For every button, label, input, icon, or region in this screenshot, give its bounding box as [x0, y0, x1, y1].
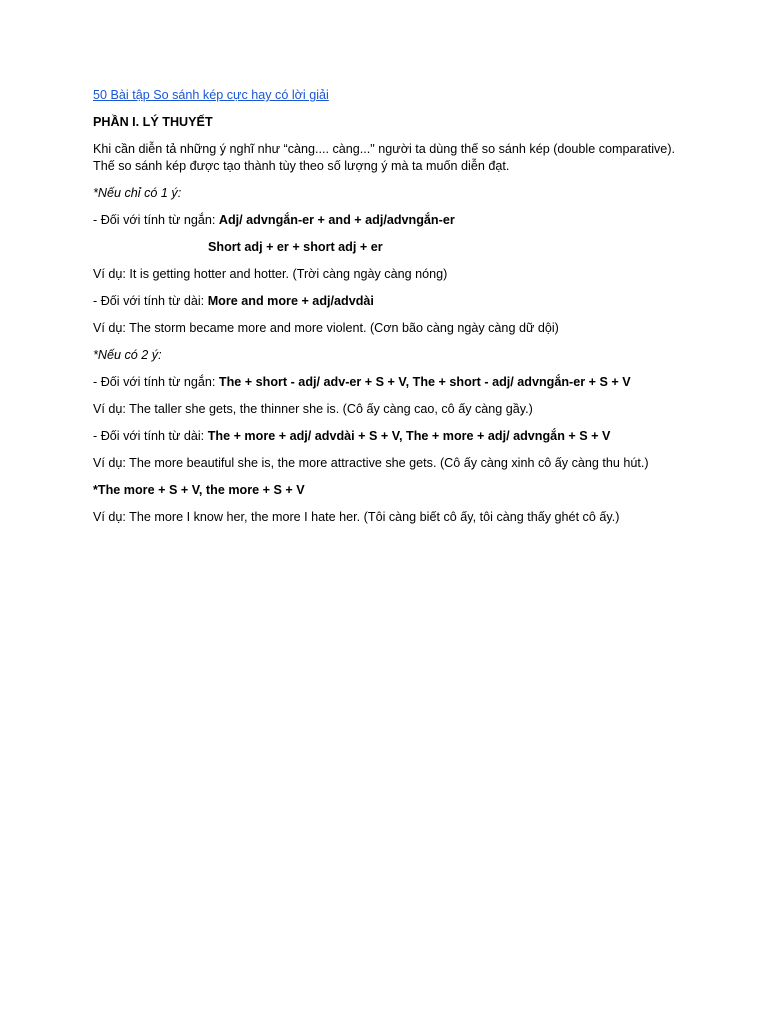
section-heading: PHẦN I. LÝ THUYẾT	[93, 115, 213, 129]
document-body	[93, 87, 693, 536]
rule-short-adjective-alt-formula: Short adj + er + short adj + er	[208, 240, 383, 254]
rule-formula: Adj/ advngắn-er + and + adj/advngắn-er	[218, 213, 455, 227]
case-two-heading: *Nếu có 2 ý:	[93, 348, 162, 362]
rule-prefix: - Đối với tính từ ngắn:	[93, 213, 219, 227]
rule-long-adjective-two-ideas	[93, 428, 693, 445]
title-paragraph	[93, 87, 693, 104]
example-paragraph: Ví dụ: The more I know her, the more I hate her. (Tôi càng biết cô ấy, tôi càng thấy ghét cô ấy.)	[93, 510, 620, 524]
rule-formula: The + more + adj/ advdài + S + V, The + more + adj/ advngắn + S + V	[207, 429, 611, 443]
intro-paragraph: Khi cần diễn tả những ý nghĩ như “càng.... càng..." người ta dùng thế so sánh kép (double comparative). Thế so sánh kép được tạo thành tùy theo số lượng ý mà ta muốn diễn đạt.	[93, 142, 676, 173]
case-one-heading: *Nếu chỉ có 1 ý:	[93, 186, 182, 200]
rule-formula: The + short - adj/ adv-er + S + V, The + short - adj/ advngắn-er + S + V	[218, 375, 631, 389]
rule-prefix: - Đối với tính từ dài:	[93, 294, 208, 308]
title-link[interactable]: 50 Bài tập So sánh kép cực hay có lời giải	[93, 88, 329, 102]
example-paragraph: Ví dụ: The taller she gets, the thinner she is. (Cô ấy càng cao, cô ấy càng gầy.)	[93, 402, 533, 416]
rule-prefix: - Đối với tính từ dài:	[93, 429, 208, 443]
rule-prefix: - Đối với tính từ ngắn:	[93, 375, 219, 389]
example-paragraph: Ví dụ: The storm became more and more violent. (Cơn bão càng ngày càng dữ dội)	[93, 321, 559, 335]
rule-short-adjective-two-ideas	[93, 374, 693, 391]
example-paragraph: Ví dụ: The more beautiful she is, the more attractive she gets. (Cô ấy càng xinh cô ấy càng thu hút.)	[93, 456, 649, 470]
rule-long-adjective-one-idea	[93, 293, 693, 310]
rule-short-adjective-one-idea	[93, 212, 693, 229]
rule-formula: More and more + adj/advdài	[207, 294, 374, 308]
rule-general-formula: *The more + S + V, the more + S + V	[93, 483, 305, 497]
example-paragraph: Ví dụ: It is getting hotter and hotter. (Trời càng ngày càng nóng)	[93, 267, 448, 281]
